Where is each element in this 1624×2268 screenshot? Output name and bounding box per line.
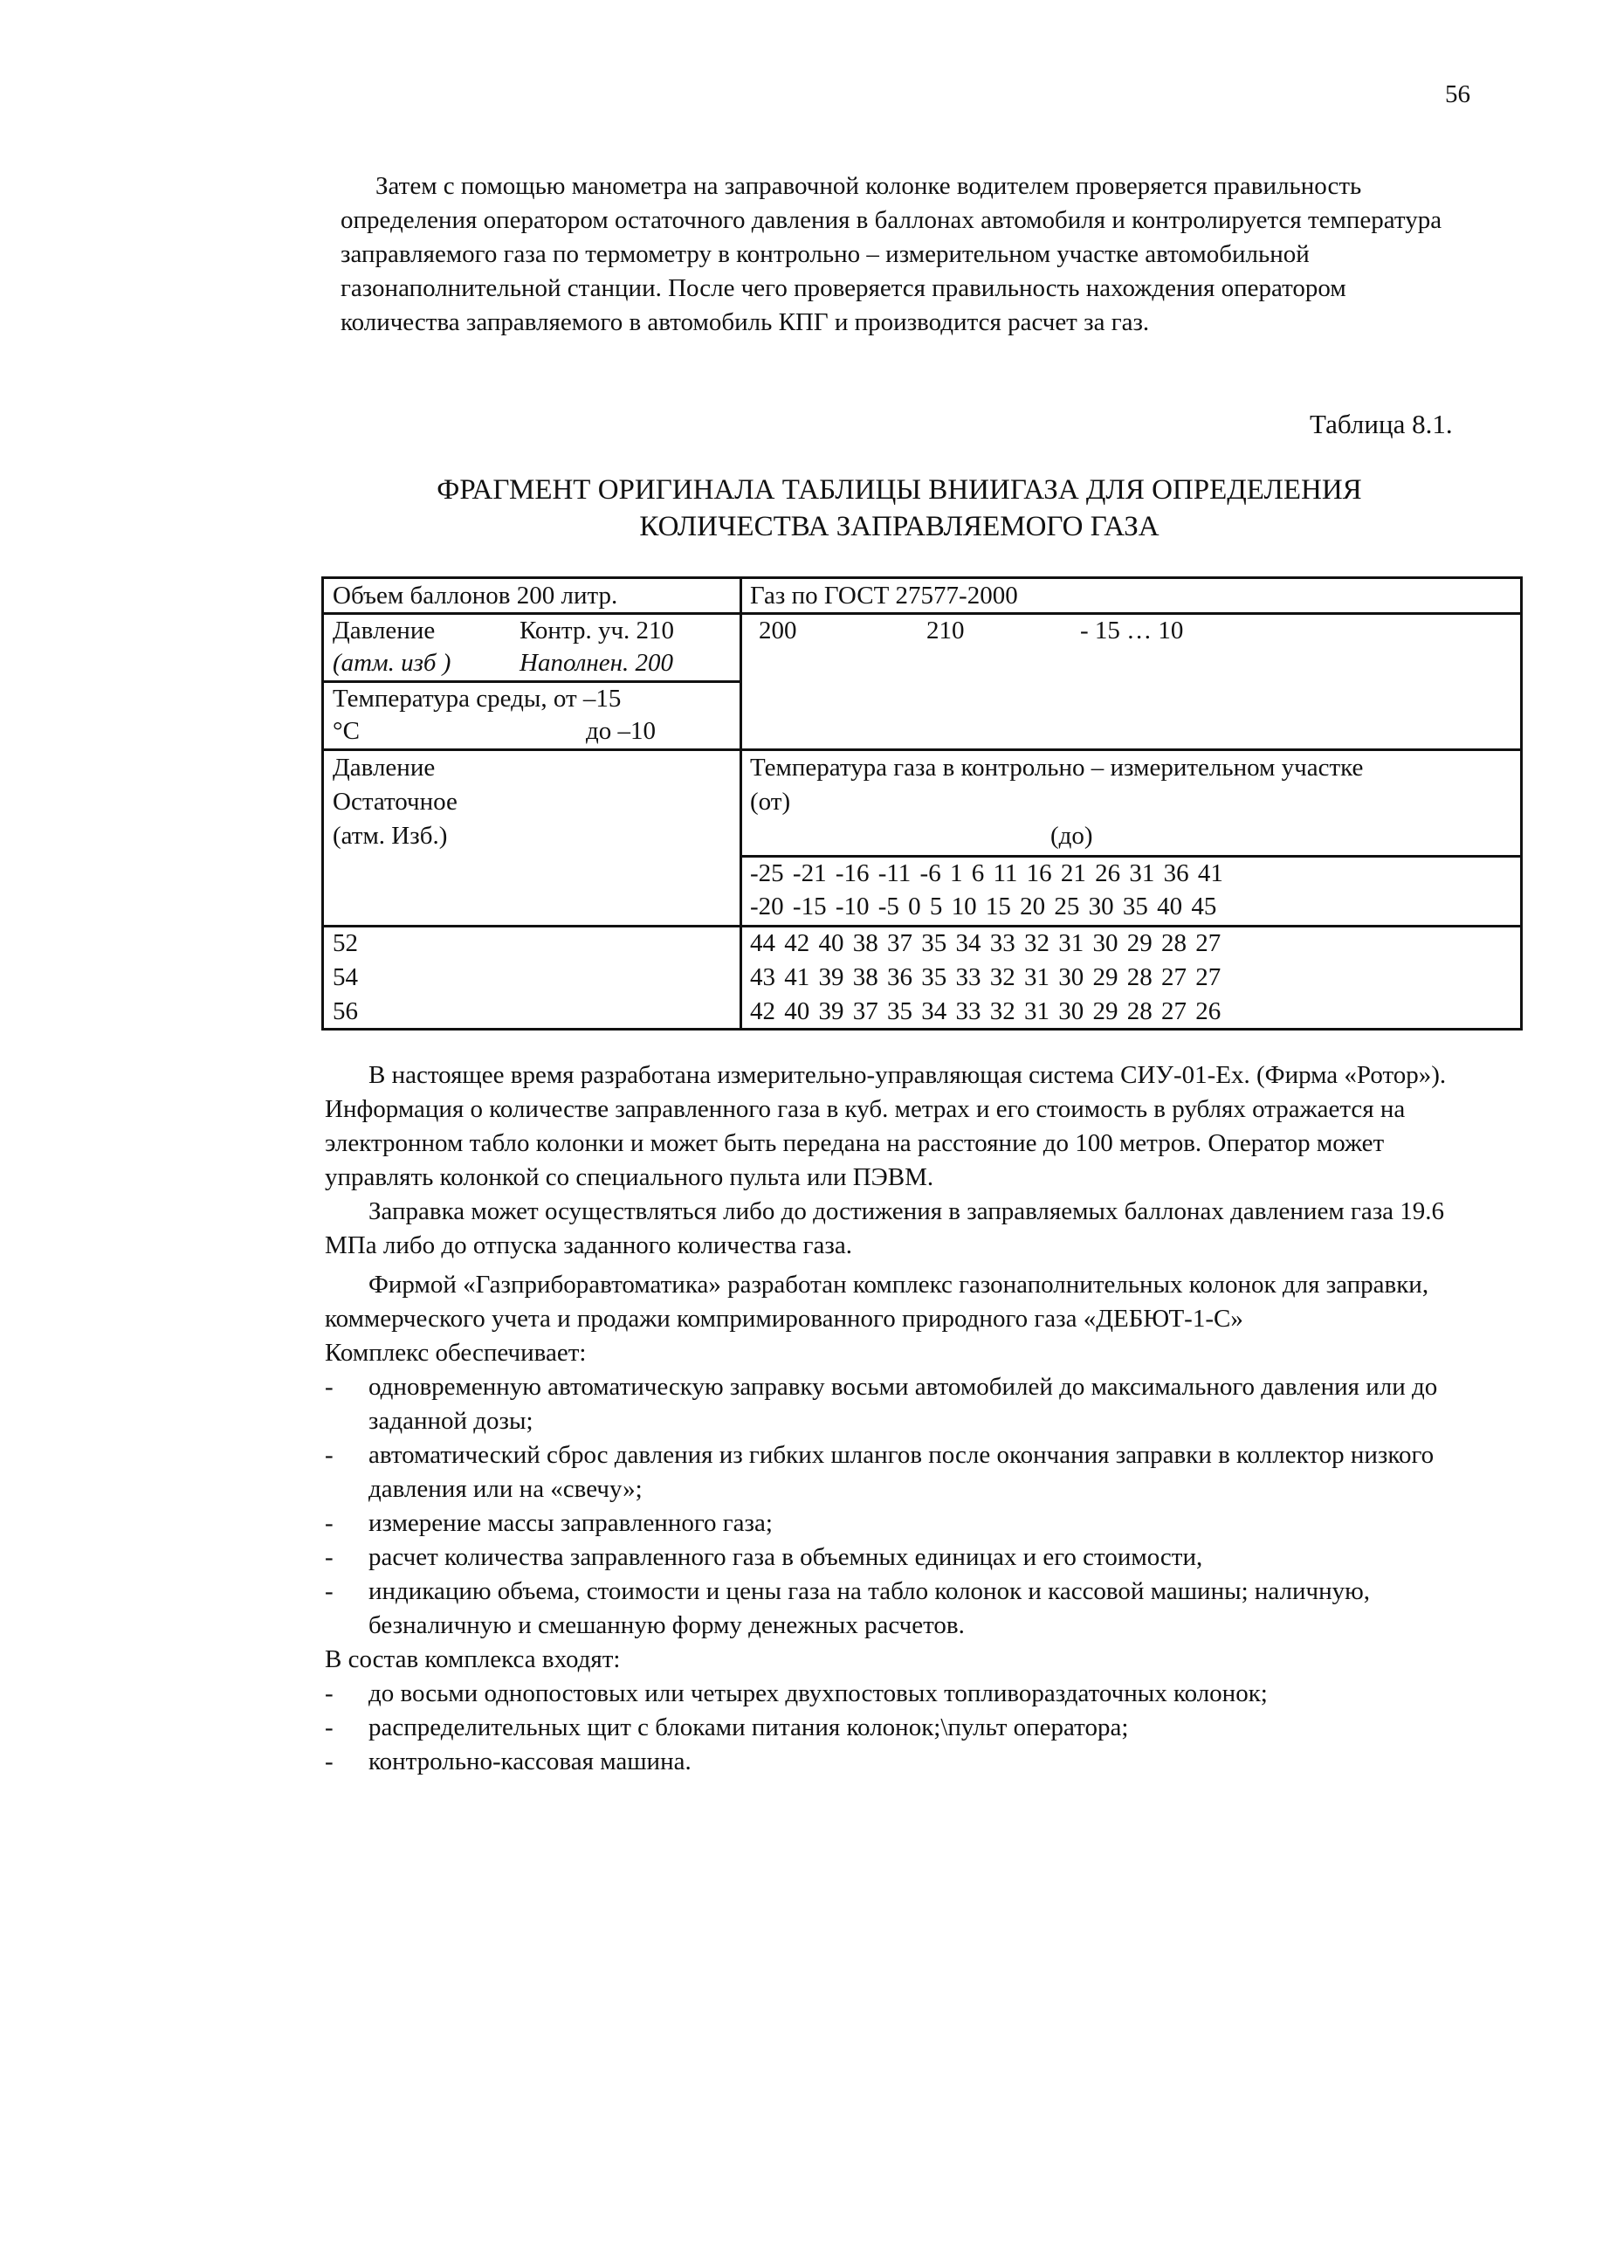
list-item: - автоматический сброс давления из гибких шлангов после окончания заправки в коллектор низкого давления или на «свечу»; — [325, 1441, 1435, 1503]
pressure-row-56: 56 — [333, 997, 358, 1025]
values-row-52: 44 42 40 38 37 35 34 33 32 31 30 29 28 27 — [750, 929, 1221, 957]
table-label: Таблица 8.1. — [1310, 409, 1453, 439]
residual-pressure-line-2: Остаточное — [333, 788, 458, 816]
page-number: 56 — [1445, 80, 1470, 108]
list-item: - одновременную автоматическую заправку восьми автомобилей до максимального давления или до заданной дозы; — [325, 1373, 1438, 1435]
list-item: - измерение массы заправленного газа; — [325, 1509, 773, 1537]
table-title-line-1: ФРАГМЕНТ ОРИГИНАЛА ТАБЛИЦЫ ВНИИГАЗА ДЛЯ ОПРЕДЕЛЕНИЯ — [437, 474, 1362, 506]
values-row-54: 43 41 39 38 36 35 33 32 31 30 29 28 27 27 — [750, 963, 1221, 991]
residual-pressure-line-3: (атм. Изб.) — [333, 822, 448, 850]
paragraph-siu: В настоящее время разработана измерительно-управляющая система СИУ-01-Ех. (Фирма «Ротор»). Информация о количестве заправленного газа в куб. метрах и его стоимость в рублях отражается на электронном табло колонки и может быть передана на расстояние до 100 метров. Оператор может управлять колонкой со специального пульта или ПЭВМ. — [325, 1061, 1447, 1191]
list-item: - индикацию объема, стоимости и цены газа на табло колонок и кассовой машины; наличную, безналичную и смешанную форму денежных расчетов. — [325, 1577, 1371, 1639]
pressure-label: Давление — [333, 617, 436, 645]
table-divider — [324, 612, 1520, 615]
data-table — [321, 576, 1523, 1031]
values-row-56: 42 40 39 37 35 34 33 32 31 30 29 28 27 26 — [750, 997, 1221, 1025]
list-item: - до восьми однопостовых или четырех двухпостовых топливораздаточных колонок; — [325, 1679, 1268, 1707]
pressure-row-52: 52 — [333, 929, 358, 957]
volume-cell: Объем баллонов 200 литр. — [333, 582, 618, 610]
complex-provides-heading: Комплекс обеспечивает: — [325, 1339, 587, 1367]
param-temp-range: - 15 … 10 — [1080, 617, 1184, 645]
gas-temp-header: Температура газа в контрольно – измерительном участке — [750, 754, 1364, 782]
temp-to-row: -20 -15 -10 -5 0 5 10 15 20 25 30 35 40 45 — [750, 893, 1217, 920]
intro-paragraph: Затем с помощью манометра на заправочной колонке водителем проверяется правильность определения оператором остаточного давления в баллонах автомобиля и контролируется температура заправляемого газа по термометру в контрольно – измерительном участке автомобильной газонаполнительной станции. После чего проверяется правильность нахождения оператором количества заправляемого в автомобиль КПГ и производится расчет за газ. — [341, 172, 1442, 336]
env-temp-unit: °С — [333, 717, 360, 745]
paragraph-refueling: Заправка может осуществляться либо до достижения в заправляемых баллонах давлением газа 19.6 МПа либо до отпуска заданного количества газа. — [325, 1197, 1445, 1259]
table-divider — [740, 579, 742, 1028]
param-200: 200 — [759, 617, 797, 645]
gas-temp-to: (до) — [1050, 822, 1093, 850]
provides-list — [325, 1370, 1477, 1643]
list-item: - распределительных щит с блоками питания колонок;\пульт оператора; — [325, 1713, 1129, 1741]
control-section-label: Контр. уч. 210 — [520, 617, 675, 645]
list-item: - контрольно-кассовая машина. — [325, 1748, 692, 1775]
body-text — [325, 1058, 1477, 1779]
env-temp-to: до –10 — [586, 717, 657, 745]
param-210: 210 — [926, 617, 965, 645]
temp-from-row: -25 -21 -16 -11 -6 1 6 11 16 21 26 31 36 41 — [750, 859, 1223, 887]
filled-label: Наполнен. 200 — [520, 649, 674, 677]
pressure-row-54: 54 — [333, 963, 358, 991]
env-temp-label: Температура среды, от –15 — [333, 685, 622, 713]
includes-list — [325, 1677, 1477, 1779]
residual-pressure-line-1: Давление — [333, 754, 436, 782]
pressure-unit: (атм. изб ) — [333, 649, 451, 677]
paragraph-debut: Фирмой «Газприборавтоматика» разработан комплекс газонаполнительных колонок для заправки, коммерческого учета и продажи компримированного природного газа «ДЕБЮТ-1-С» — [325, 1271, 1429, 1333]
gas-temp-from: (от) — [750, 788, 791, 816]
table-title — [332, 472, 1467, 545]
gas-standard-cell: Газ по ГОСТ 27577-2000 — [750, 582, 1018, 610]
list-item: - расчет количества заправленного газа в объемных единицах и его стоимости, — [325, 1543, 1203, 1571]
complex-includes-heading: В состав комплекса входят: — [325, 1645, 621, 1673]
table-title-line-2: КОЛИЧЕСТВА ЗАПРАВЛЯЕМОГО ГАЗА — [639, 511, 1160, 542]
